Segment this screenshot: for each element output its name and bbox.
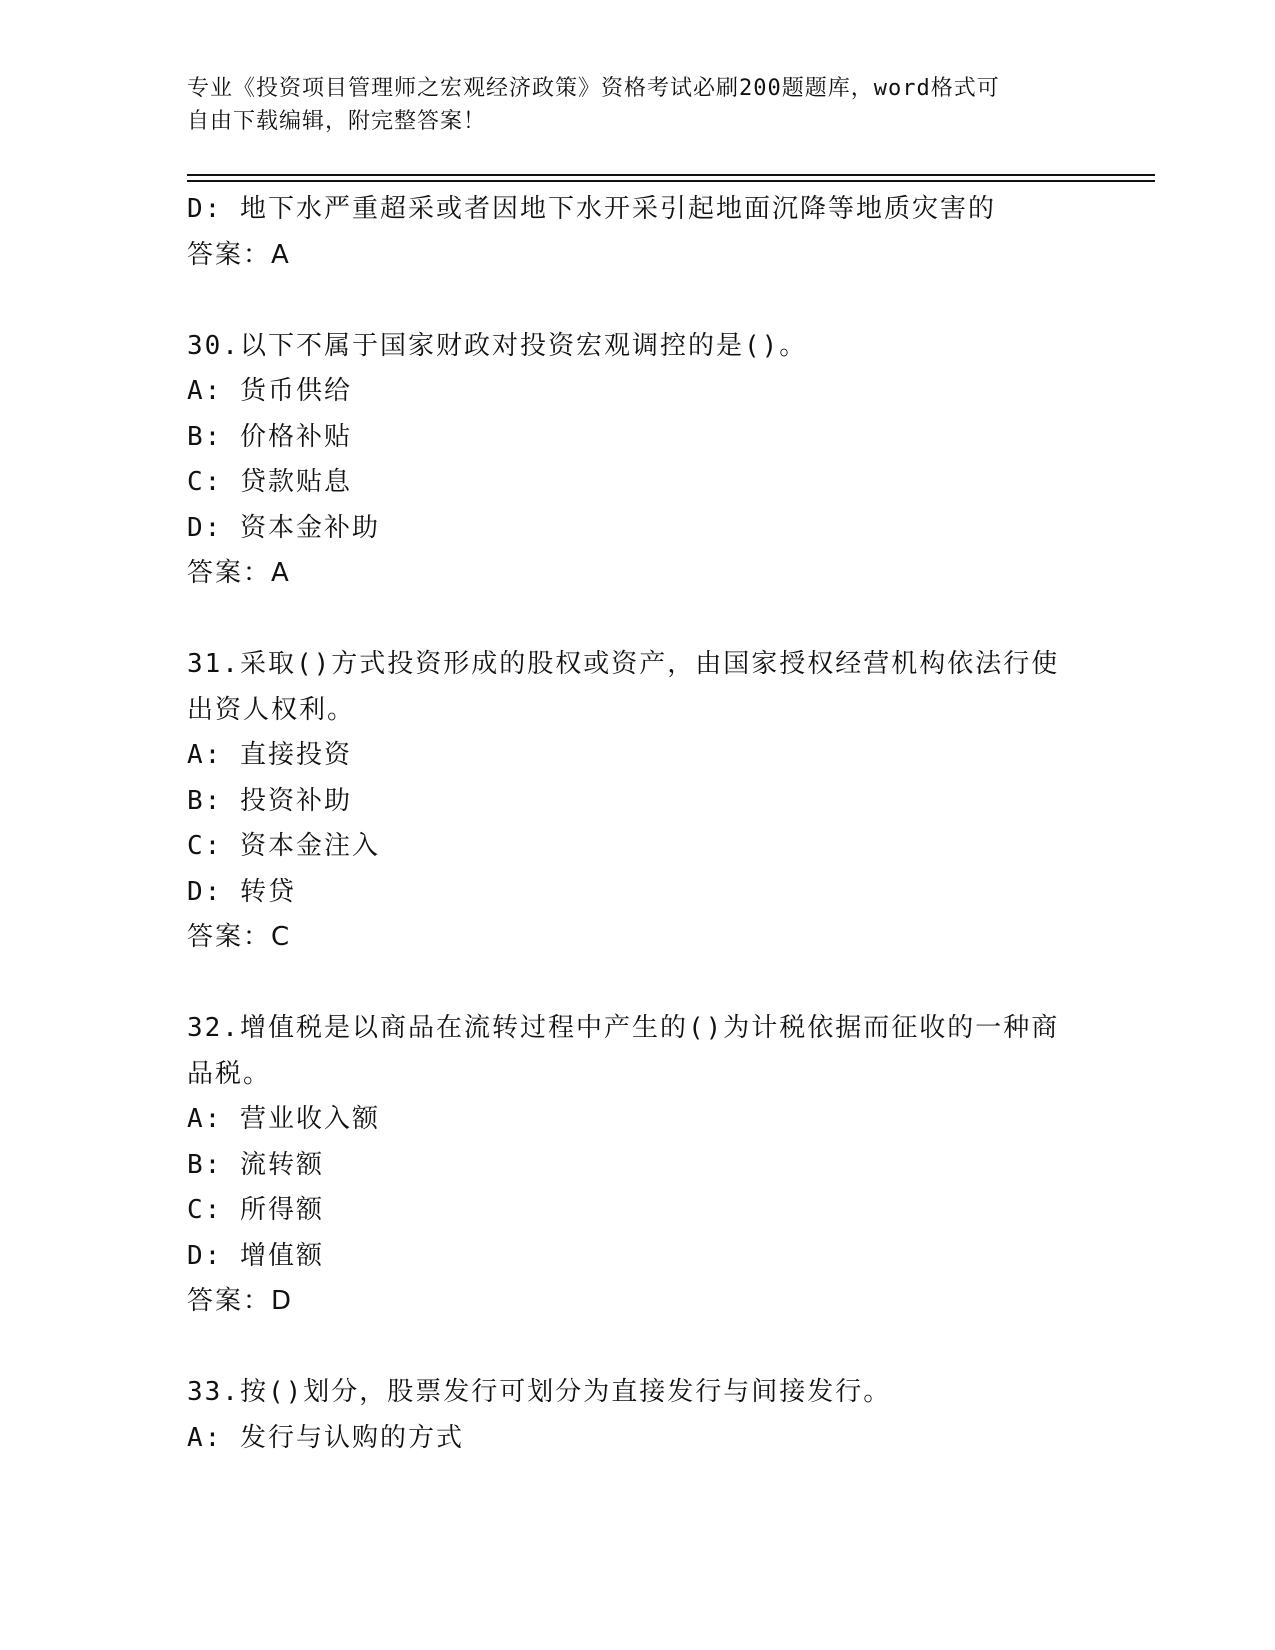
header-divider-top <box>187 174 1155 176</box>
answer: 答案：D <box>187 1286 294 1316</box>
spacer <box>187 278 1087 324</box>
option-a: A: 货币供给 <box>187 376 352 406</box>
question-stem-line-1: 31.采取()方式投资形成的股权或资产，由国家授权经营机构依法行使 <box>187 649 1060 679</box>
option-b: B: 投资补助 <box>187 785 352 816</box>
question-33 <box>187 1370 1087 1461</box>
question-stem: 33.按()划分，股票发行可划分为直接发行与间接发行。 <box>187 1377 892 1407</box>
question-31 <box>187 642 1087 961</box>
option-c: C: 所得额 <box>187 1195 324 1225</box>
header-line-1: 专业《投资项目管理师之宏观经济政策》资格考试必刷200题题库，word格式可 <box>187 76 1000 101</box>
option-c: C: 贷款贴息 <box>187 467 352 497</box>
question-stem-line-2: 出资人权利。 <box>187 694 356 725</box>
answer: 答案：C <box>187 922 292 952</box>
option-b: B: 流转额 <box>187 1149 324 1180</box>
question-stem: 30.以下不属于国家财政对投资宏观调控的是()。 <box>187 330 808 361</box>
document-header <box>187 72 1087 138</box>
option-a: A: 发行与认购的方式 <box>187 1422 464 1453</box>
question-stem-line-1: 32.增值税是以商品在流转过程中产生的()为计税依据而征收的一种商 <box>187 1013 1060 1043</box>
option-d: D: 资本金补助 <box>187 512 380 543</box>
option-a: A: 直接投资 <box>187 740 352 770</box>
question-list <box>187 187 1087 1461</box>
header-line-2: 自由下载编辑，附完整答案！ <box>187 109 487 134</box>
option-d: D: 增值额 <box>187 1240 324 1271</box>
spacer <box>187 1325 1087 1371</box>
option-d: D: 地下水严重超采或者因地下水开采引起地面沉降等地质灾害的 <box>187 194 996 224</box>
question-32 <box>187 1006 1087 1325</box>
question-stem-line-2: 品税。 <box>187 1058 272 1089</box>
option-a: A: 营业收入额 <box>187 1104 380 1134</box>
option-d: D: 转贷 <box>187 876 296 907</box>
option-c: C: 资本金注入 <box>187 831 380 861</box>
answer: 答案：A <box>187 239 291 270</box>
option-b: B: 价格补贴 <box>187 421 352 452</box>
header-divider-bottom <box>187 180 1155 182</box>
answer: 答案：A <box>187 558 291 588</box>
spacer <box>187 961 1087 1007</box>
question-30 <box>187 324 1087 597</box>
spacer <box>187 597 1087 643</box>
